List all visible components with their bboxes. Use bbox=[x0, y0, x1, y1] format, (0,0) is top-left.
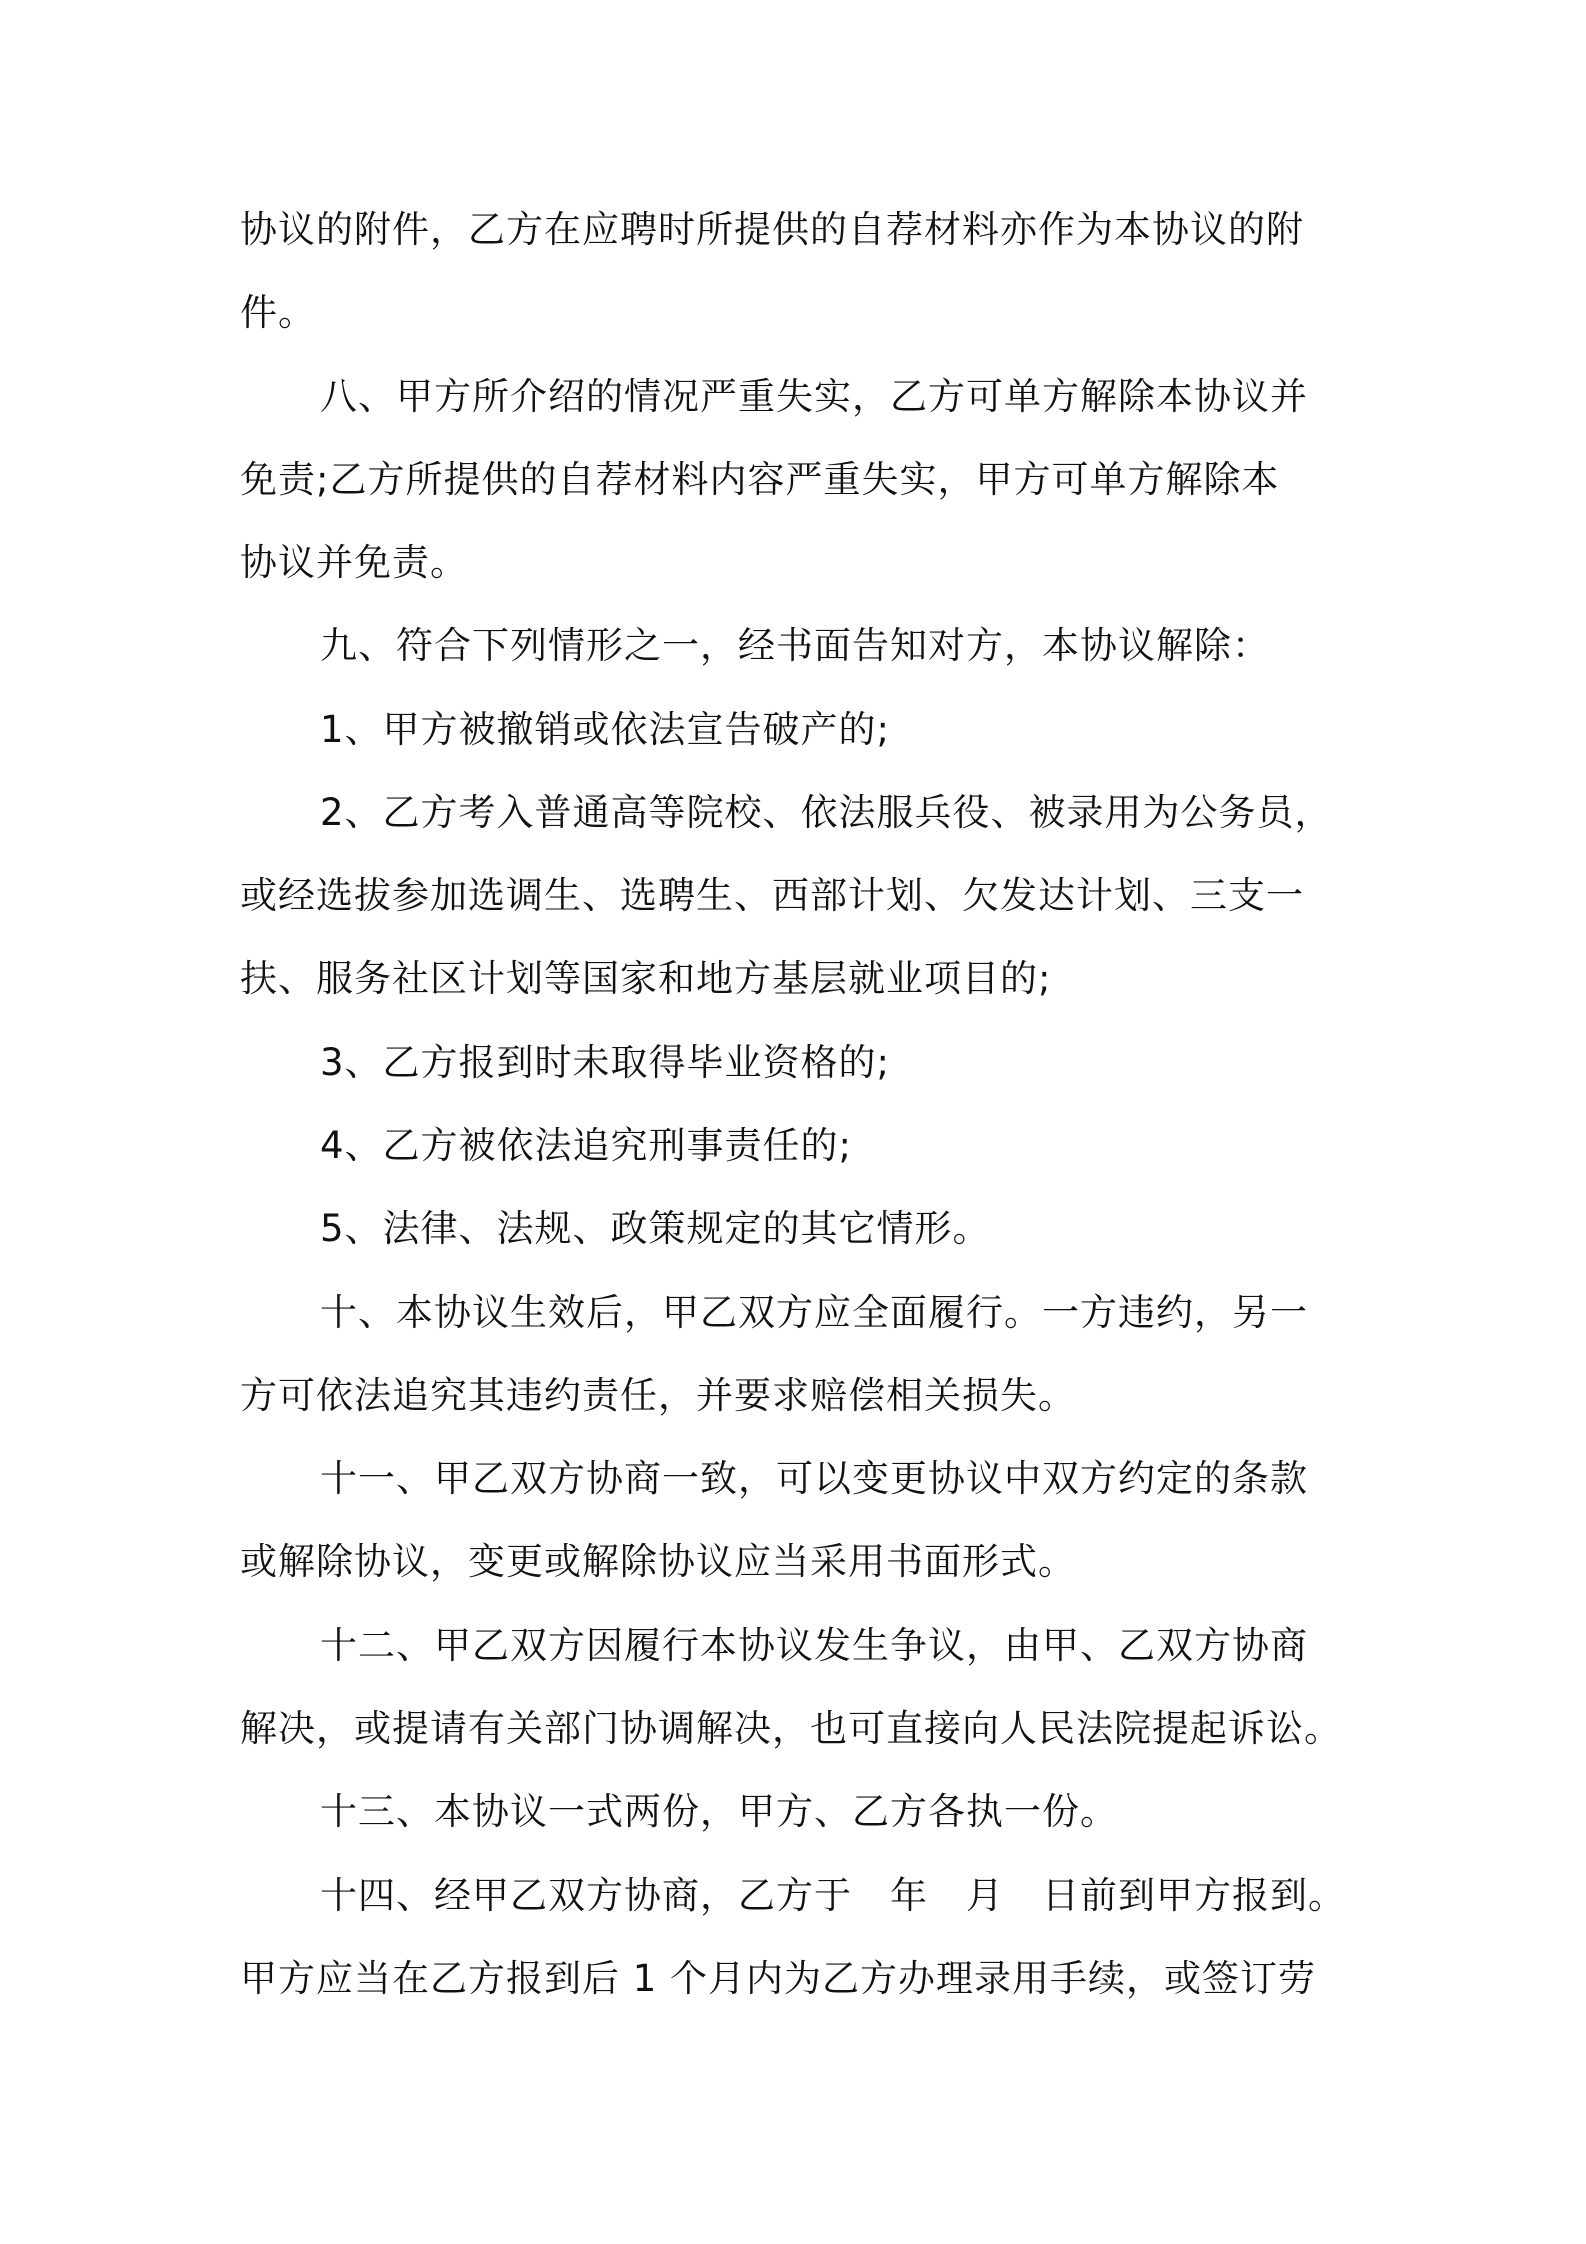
text-line: 协议并免责。 bbox=[240, 541, 468, 584]
text-line: 十一、甲乙双方协商一致，可以变更协议中双方约定的条款 bbox=[320, 1457, 1308, 1500]
text-line: 1、甲方被撤销或依法宣告破产的; bbox=[320, 708, 891, 751]
text-line: 件。 bbox=[240, 291, 316, 334]
text-line: 或经选拔参加选调生、选聘生、西部计划、欠发达计划、三支一 bbox=[240, 874, 1304, 917]
text-line: 3、乙方报到时未取得毕业资格的; bbox=[320, 1041, 891, 1084]
text-line: 十四、经甲乙双方协商，乙方于 年 月 日前到甲方报到。 bbox=[320, 1874, 1346, 1917]
text-line: 甲方应当在乙方报到后 1 个月内为乙方办理录用手续，或签订劳 bbox=[240, 1957, 1317, 2000]
text-line: 解决，或提请有关部门协调解决，也可直接向人民法院提起诉讼。 bbox=[240, 1707, 1342, 1750]
text-line: 协议的附件，乙方在应聘时所提供的自荐材料亦作为本协议的附 bbox=[240, 208, 1304, 251]
text-line: 扶、服务社区计划等国家和地方基层就业项目的; bbox=[240, 957, 1052, 1000]
text-line: 八、甲方所介绍的情况严重失实，乙方可单方解除本协议并 bbox=[320, 375, 1308, 418]
text-line: 十三、本协议一式两份，甲方、乙方各执一份。 bbox=[320, 1790, 1118, 1833]
text-line: 或解除协议，变更或解除协议应当采用书面形式。 bbox=[240, 1540, 1076, 1583]
text-line: 十、本协议生效后，甲乙双方应全面履行。一方违约，另一 bbox=[320, 1291, 1308, 1334]
text-line: 2、乙方考入普通高等院校、依法服兵役、被录用为公务员， bbox=[320, 791, 1333, 834]
text-line: 十二、甲乙双方因履行本协议发生争议，由甲、乙双方协商 bbox=[320, 1624, 1308, 1667]
text-line: 免责;乙方所提供的自荐材料内容严重失实，甲方可单方解除本 bbox=[240, 458, 1280, 501]
text-line: 方可依法追究其违约责任，并要求赔偿相关损失。 bbox=[240, 1374, 1076, 1417]
text-line: 4、乙方被依法追究刑事责任的; bbox=[320, 1124, 853, 1167]
text-line: 5、法律、法规、政策规定的其它情形。 bbox=[320, 1207, 991, 1250]
text-line: 九、符合下列情形之一，经书面告知对方，本协议解除： bbox=[320, 624, 1270, 667]
